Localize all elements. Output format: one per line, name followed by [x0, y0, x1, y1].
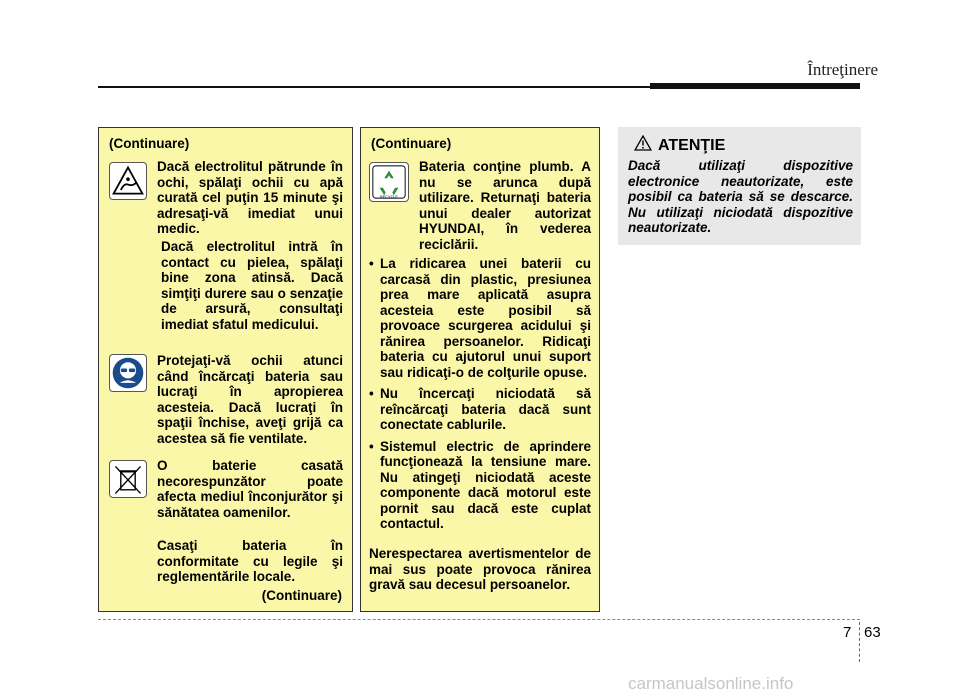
warning-triangle-icon — [634, 135, 652, 156]
header-accent-bar — [650, 83, 860, 89]
panel-continued-title: (Continuare) — [371, 136, 452, 151]
watermark-text: carmanualsonline.info — [628, 674, 794, 693]
page-number-divider — [859, 622, 860, 662]
skin-contact-text: Dacă electrolitul intră în contact cu pielea, spălaţi bine zona atinsă. Dacă simţiţi durere sau o senzaţie de arsură, consultaţi imediat sfatul medicului. — [161, 239, 343, 332]
disposal-bin-icon — [109, 460, 147, 498]
caution-title: ATENŢIE — [658, 136, 726, 154]
section-title: Întreţinere — [807, 60, 878, 79]
panel-continued-footer: (Continuare) — [261, 588, 342, 603]
safety-bullet-list — [369, 256, 591, 538]
eye-contact-text: Dacă electrolitul pătrunde în ochi, spălaţi ochii cu apă curată cel puţin 15 minute şi adresaţi-vă imediat unui medic. — [157, 159, 343, 236]
skin-burn-warning-icon — [109, 162, 147, 200]
lead-battery-text: Bateria conţine plumb. A nu se arunca după utilizare. Returnaţi bateria unui dealer autorizat HYUNDAI, în vederea reciclării. — [419, 159, 591, 252]
protect-eyes-text: Protejaţi-vă ochii atunci când încărcaţi bateria sau lucraţi în apropierea acesteia. Dacă lucraţi în spaţii închise, aveţi grijă ca acestea să fie ventilate. — [157, 353, 343, 446]
chapter-number: 7 — [843, 624, 852, 641]
local-regulations-text: Casaţi bateria în conformitate cu legile şi reglementările locale. — [157, 538, 343, 584]
list-item: • Nu încercaţi niciodată să reîncărcaţi bateria dacă sunt conectate cablurile. — [369, 386, 591, 433]
warning-panel-left — [98, 127, 353, 612]
caution-text: Dacă utilizaţi dispozitive electronice neautorizate, este posibil ca bateria să se descarce. Nu utilizaţi niciodată dispozitive neautorizate. — [628, 158, 853, 235]
list-item: • Sistemul electric de aprindere funcţionează la tensiune mare. Nu atingeţi niciodată aceste componente dacă motorul este pornit sau dacă este cuplat contactul. — [369, 439, 591, 532]
caution-header — [634, 135, 725, 156]
recycle-label: RECYCLE — [380, 195, 398, 200]
recycle-icon — [369, 162, 409, 202]
page-number: 63 — [864, 624, 881, 641]
list-item: • La ridicarea unei baterii cu carcasă din plastic, presiunea prea mare aplicată asupra acesteia este posibil să provoace scurgerea acidului şi rănirea persoanelor. Ridicaţi bateria cu ajutorul unui suport sau ridicaţi-o de colţurile opuse. — [369, 256, 591, 380]
panel-continued-title: (Continuare) — [109, 136, 190, 151]
caution-box — [618, 127, 861, 245]
closing-warning-text: Nerespectarea avertismentelor de mai sus poate provoca rănirea gravă sau decesul persoanelor. — [369, 546, 591, 592]
warning-panel-middle — [360, 127, 600, 612]
eye-protection-icon — [109, 354, 147, 392]
disposal-text: O baterie casată necorespunzător poate afecta mediul înconjurător şi sănătatea oamenilor. — [157, 458, 343, 520]
footer-rule — [98, 619, 860, 620]
